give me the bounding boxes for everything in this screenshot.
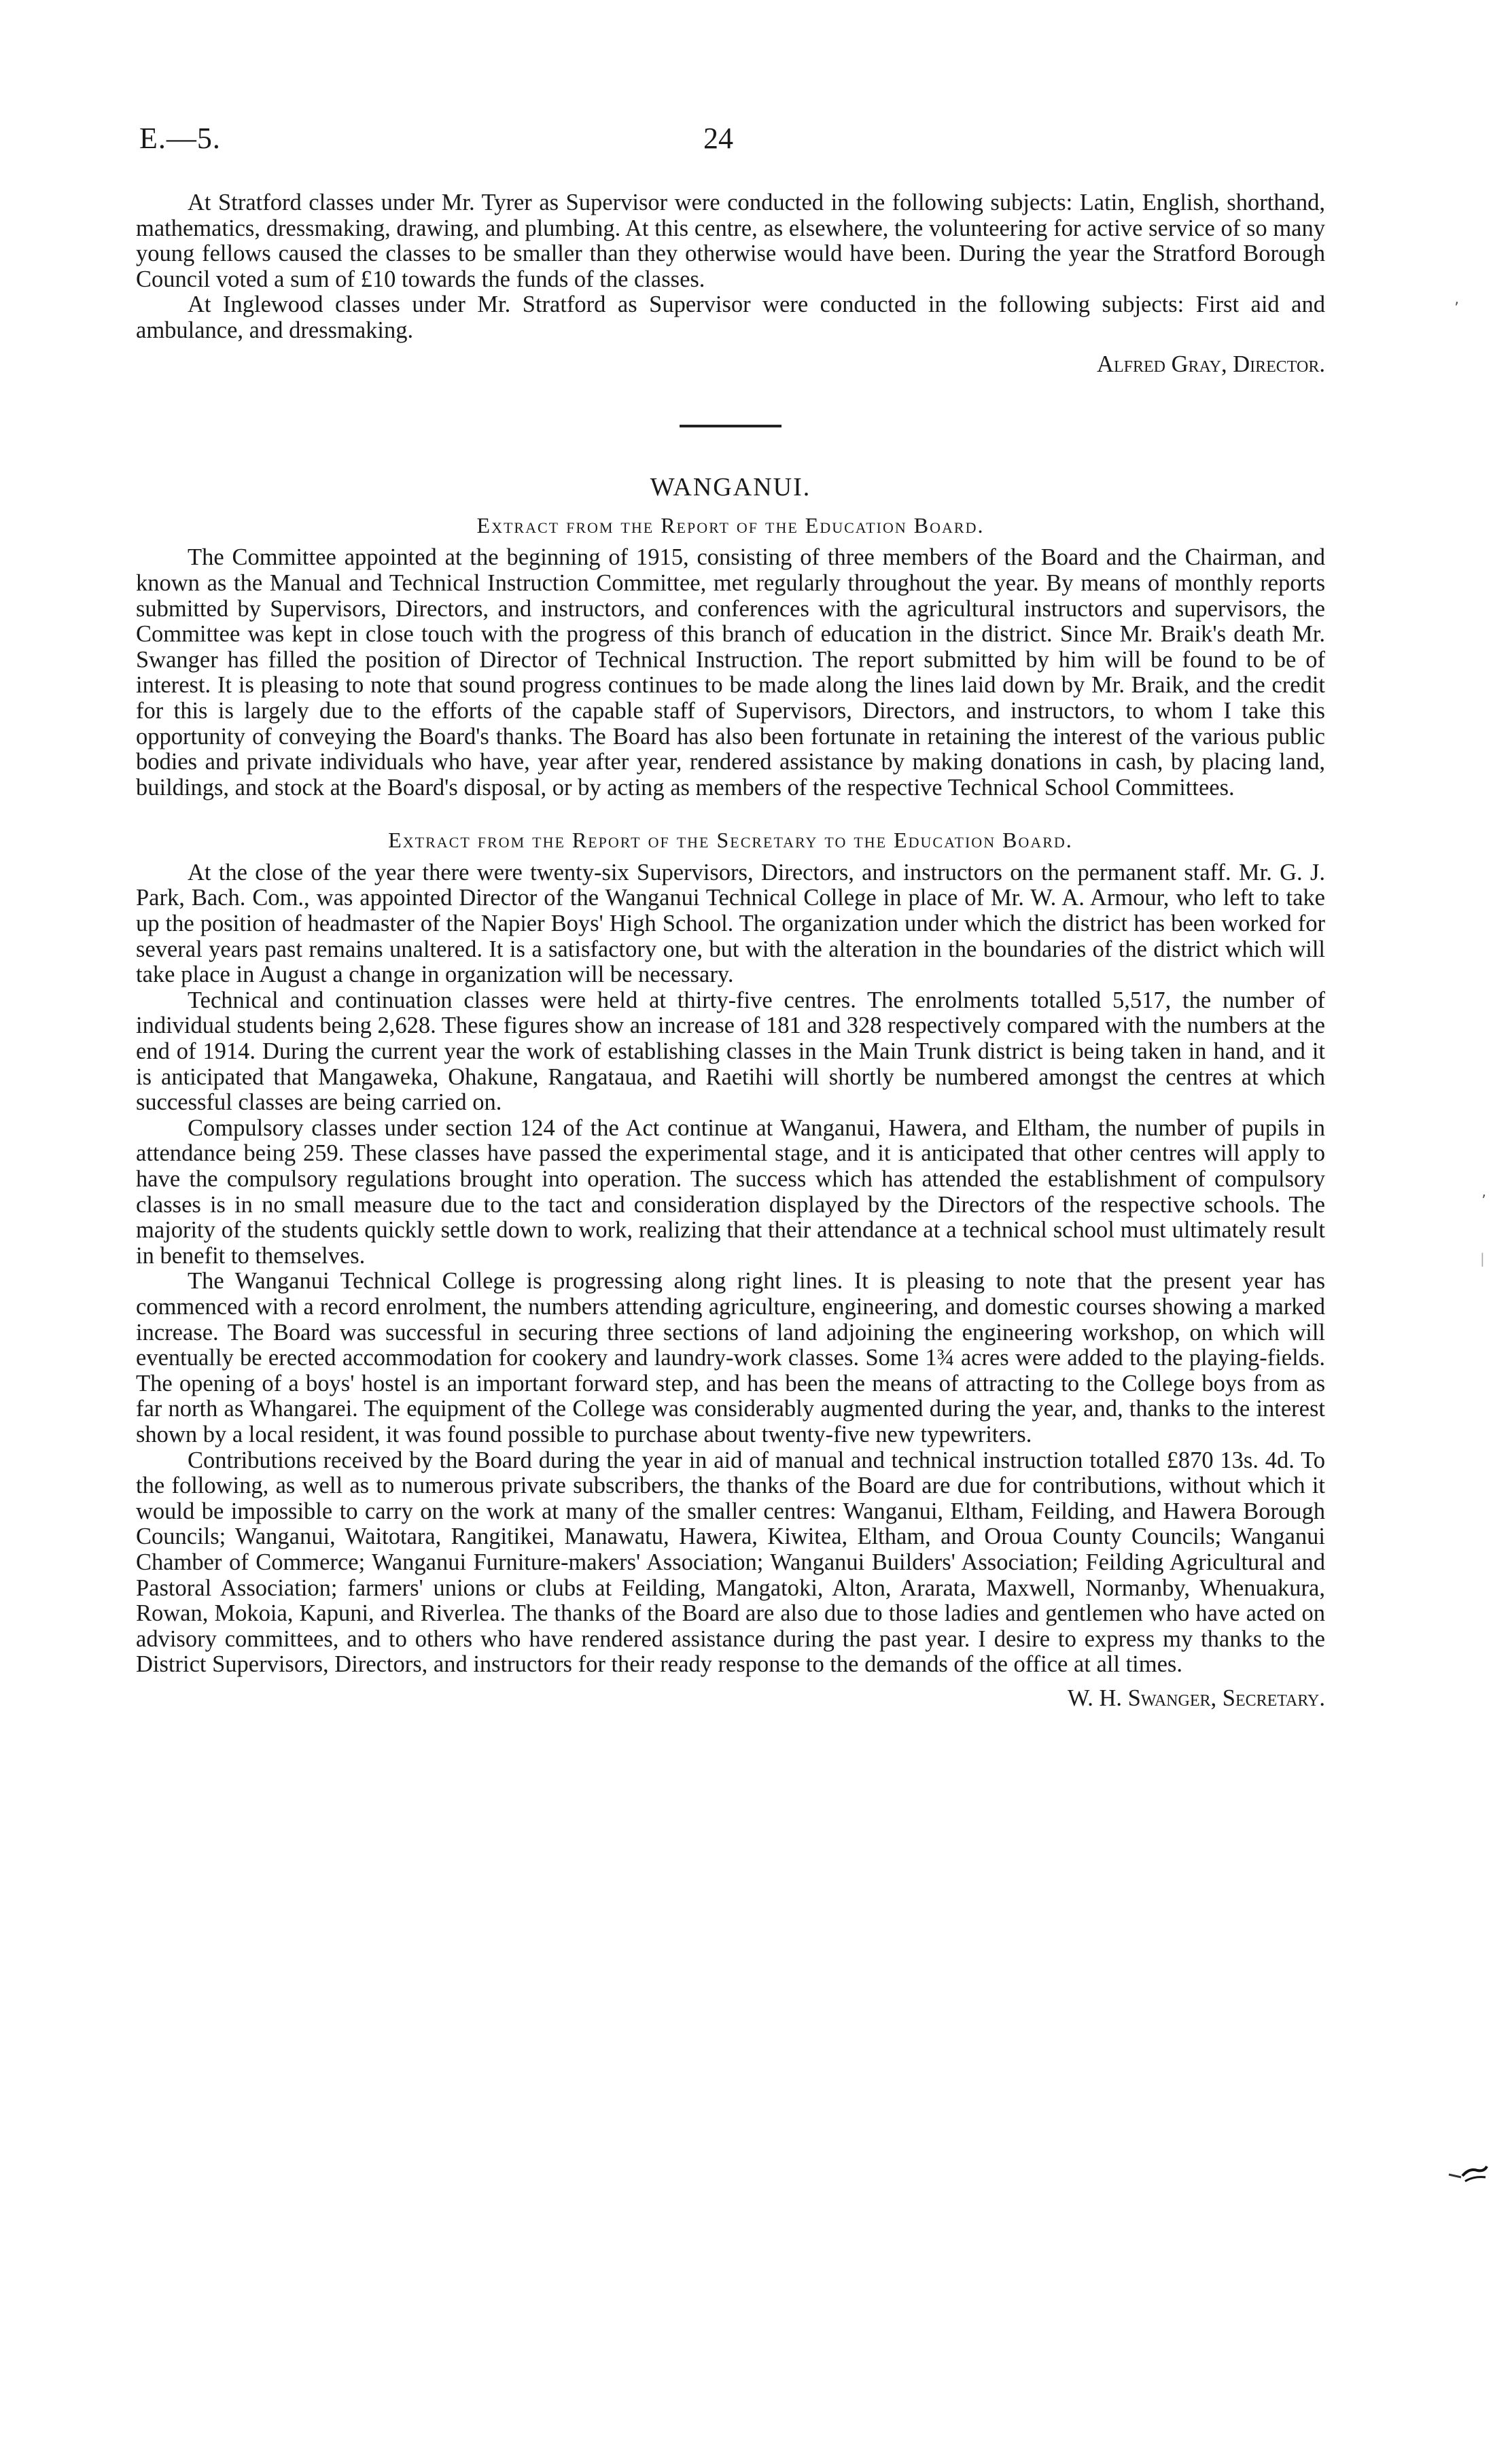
stratford-paragraph: At Stratford classes under Mr. Tyrer as Supervisor were conducted in the following subjects: Latin, English, shorthand, mathematics, dressmaking, drawing, and plumbing. At this centre, as elsewhere, the volunteering for active service of so many young fellows caused the classes to be smaller than they otherwise would have been. During the year the Stratford Borough Council voted a sum of £10 towards the funds of the classes.: [136, 190, 1325, 292]
section-title-wanganui: WANGANUI.: [650, 473, 811, 502]
board-report-heading: Extract from the Report of the Education Board.: [476, 512, 985, 538]
secretary-report-heading: Extract from the Report of the Secretary to the Education Board.: [388, 828, 1073, 853]
margin-tick-mark: ʼ: [1481, 1193, 1486, 1210]
page-number: 24: [703, 122, 733, 155]
secretary-paragraph-staff: At the close of the year there were twenty-six Supervisors, Directors, and instructors on the permanent staff. Mr. G. J. Park, Bach. Com., was appointed Director of the Wanganui Technical College in place of Mr. W. A. Armour, who left to take up the position of headmaster of the Napier Boys' High School. The organization under which the district has been worked for several years past remains unaltered. It is a satisfactory one, but with the alteration in the boundaries of the district which will take place in August a change in organization will be necessary.: [136, 859, 1325, 988]
document-reference: E.—5.: [139, 122, 221, 155]
secretary-paragraph-compulsory: Compulsory classes under section 124 of the Act continue at Wanganui, Hawera, and Eltham, the number of pupils in attendance being 259. These classes have passed the experimental stage, and it is anticipated that other centres will apply to have the compulsory regulations brought into operation. The success which has attended the establishment of compulsory classes is in no small measure due to the tact and consideration displayed by the Directors of the respective schools. The majority of the students quickly settle down to work, realizing that their attendance at a technical school must ultimately result in benefit to themselves.: [136, 1114, 1325, 1269]
margin-squiggle-mark: [1447, 2161, 1488, 2188]
board-report-paragraph: The Committee appointed at the beginning of 1915, consisting of three members of the Board and the Chairman, and known as the Manual and Technical Instruction Committee, met regularly throughout the year. By means of monthly reports submitted by Supervisors, Directors, and instructors, and conferences with the agricultural instructors and supervisors, the Committee was kept in close touch with the progress of this branch of education in the district. Since Mr. Braik's death Mr. Swanger has filled the position of Director of Technical Instruction. The report submitted by him will be found to be of interest. It is pleasing to note that sound progress continues to be made along the lines laid down by Mr. Braik, and the credit for this is largely due to the efforts of the capable staff of Supervisors, Directors, and instructors, to whom I take this opportunity of conveying the Board's thanks. The Board has also been fortunate in retaining the interest of the various public bodies and private individuals who have, year after year, rendered assistance by making donations in cash, by placing land, buildings, and stock at the Board's disposal, or by acting as members of the respective Technical School Committees.: [136, 544, 1325, 800]
margin-tick-mark: ‚: [1454, 291, 1459, 308]
secretary-paragraph-enrolments: Technical and continuation classes were held at thirty-five centres. The enrolments totalled 5,517, the number of individual students being 2,628. These figures show an increase of 181 and 328 respectively compared with the numbers at the end of 1914. During the current year the work of establishing classes in the Main Trunk district is being taken in hand, and it is anticipated that Mangaweka, Ohakune, Rangataua, and Raetihi will shortly be numbered amongst the centres at which successful classes are being carried on.: [136, 987, 1325, 1116]
secretary-signature: W. H. Swanger, Secretary.: [1067, 1685, 1325, 1711]
page-body: [136, 190, 1325, 1711]
page-header: [139, 121, 1363, 162]
inglewood-paragraph: At Inglewood classes under Mr. Stratford as Supervisor were conducted in the following subjects: First aid and ambulance, and dressmaking.: [136, 292, 1325, 343]
secretary-paragraph-college: The Wanganui Technical College is progressing along right lines. It is pleasing to note that the present year has commenced with a record enrolment, the numbers attending agriculture, engineering, and domestic courses showing a marked increase. The Board was successful in securing three sections of land adjoining the engineering workshop, on which will eventually be erected accommodation for cookery and laundry-work classes. Some 1¾ acres were added to the playing-fields. The opening of a boys' hostel is an important forward step, and has been the means of attracting to the College boys from as far north as Whangarei. The equipment of the College was considerably augmented during the year, and, thanks to the interest shown by a local resident, it was found possible to purchase about twenty-five new typewriters.: [136, 1268, 1325, 1447]
section-divider: [680, 425, 781, 427]
director-signature: Alfred Gray, Director.: [1097, 351, 1325, 377]
secretary-paragraph-contributions: Contributions received by the Board during the year in aid of manual and technical instruction totalled £870 13s. 4d. To the following, as well as to numerous private subscribers, the thanks of the Board are due for contributions, without which it would be impossible to carry on the work at many of the smaller centres: Wanganui, Eltham, Feilding, and Hawera Borough Councils; Wanganui, Waitotara, Rangitikei, Manawatu, Hawera, Kiwitea, Eltham, and Oroua County Councils; Wanganui Chamber of Commerce; Wanganui Furniture-makers' Association; Wanganui Builders' Association; Feilding Agricultural and Pastoral Association; farmers' unions or clubs at Feilding, Mangatoki, Alton, Ararata, Maxwell, Normanby, Whenuakura, Rowan, Mokoia, Kapuni, and Riverlea. The thanks of the Board are also due to those ladies and gentlemen who have acted on advisory committees, and to others who have rendered assistance during the past year. I desire to express my thanks to the District Supervisors, Directors, and instructors for their ready response to the demands of the office at all times.: [136, 1447, 1325, 1678]
margin-tick-mark: |: [1480, 1250, 1485, 1267]
